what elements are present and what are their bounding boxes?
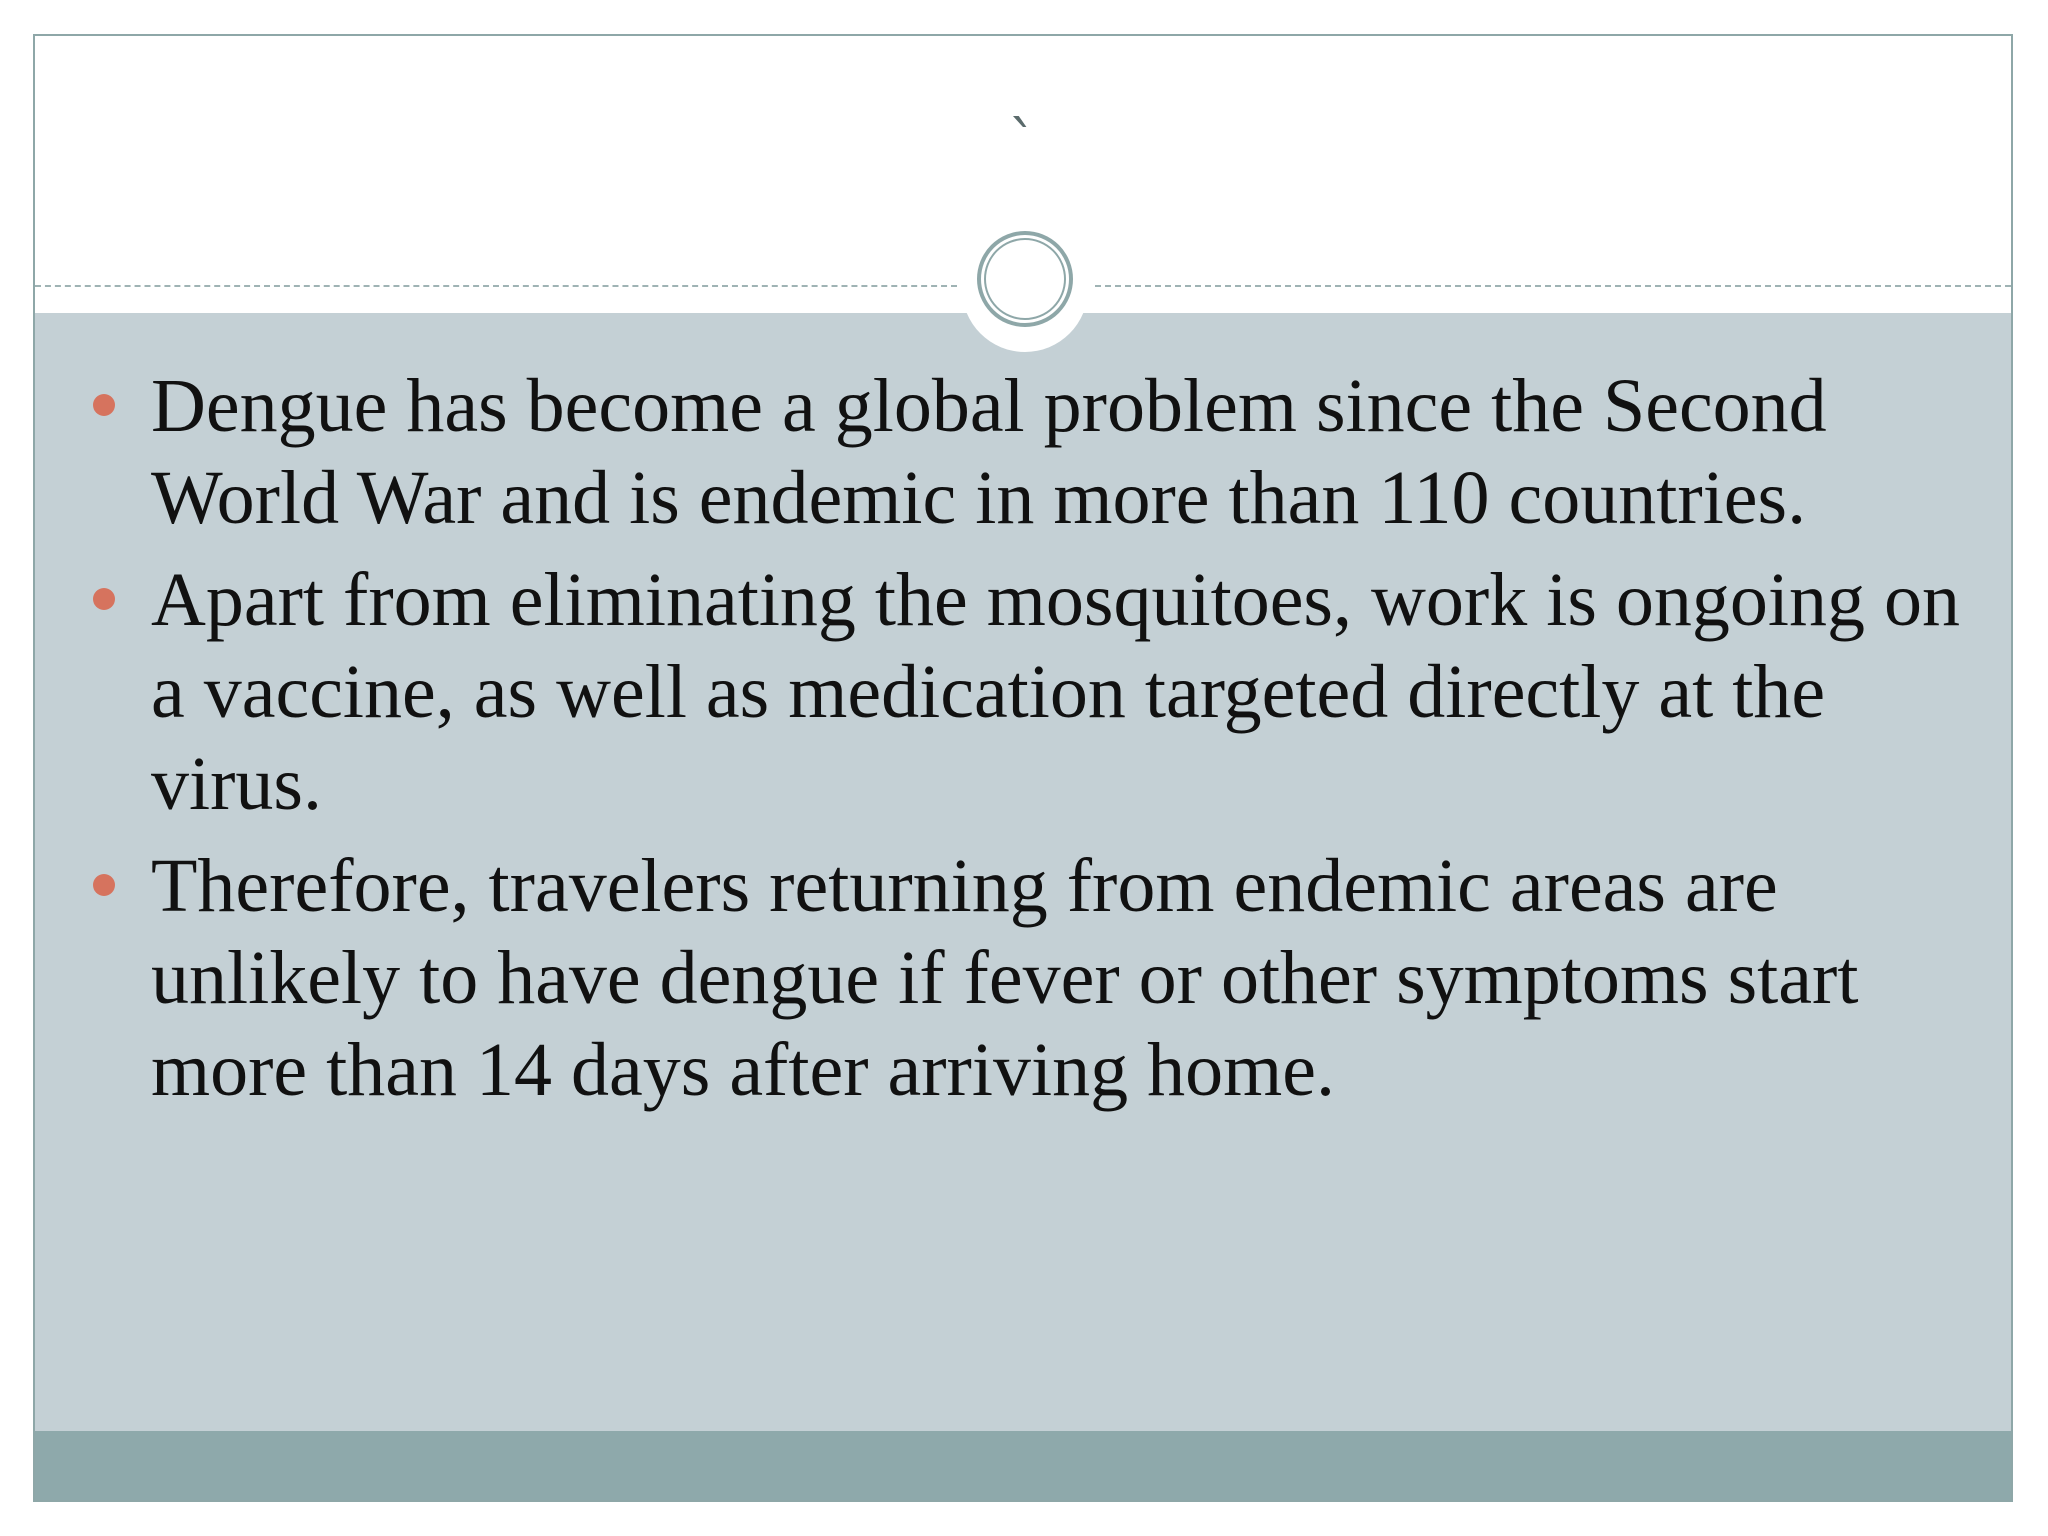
bullet-text: Therefore, travelers returning from endemic areas are unlikely to have dengue if fever or other symptoms start more than 14 days after arriving home. [151, 844, 1859, 1112]
bullet-item-1 [151, 360, 1961, 544]
bullet-dot-icon [93, 394, 115, 416]
bullet-item-2 [151, 554, 1961, 830]
bullet-text: Dengue has become a global problem since the Second World War and is endemic in more than 110 countries. [151, 364, 1827, 540]
bullet-dot-icon [93, 874, 115, 896]
bullet-text: Apart from eliminating the mosquitoes, work is ongoing on a vaccine, as well as medication targeted directly at the virus. [151, 558, 1961, 826]
slide [33, 34, 2013, 1502]
bullet-item-3 [151, 840, 1961, 1116]
footer-bar [35, 1431, 2011, 1500]
slide-title: ` [1008, 109, 1038, 179]
title-divider-left [35, 285, 957, 287]
title-divider-right [1095, 285, 2011, 287]
bullet-dot-icon [93, 588, 115, 610]
divider-inner-ring-icon [984, 238, 1066, 320]
bullet-list [151, 360, 1961, 1126]
